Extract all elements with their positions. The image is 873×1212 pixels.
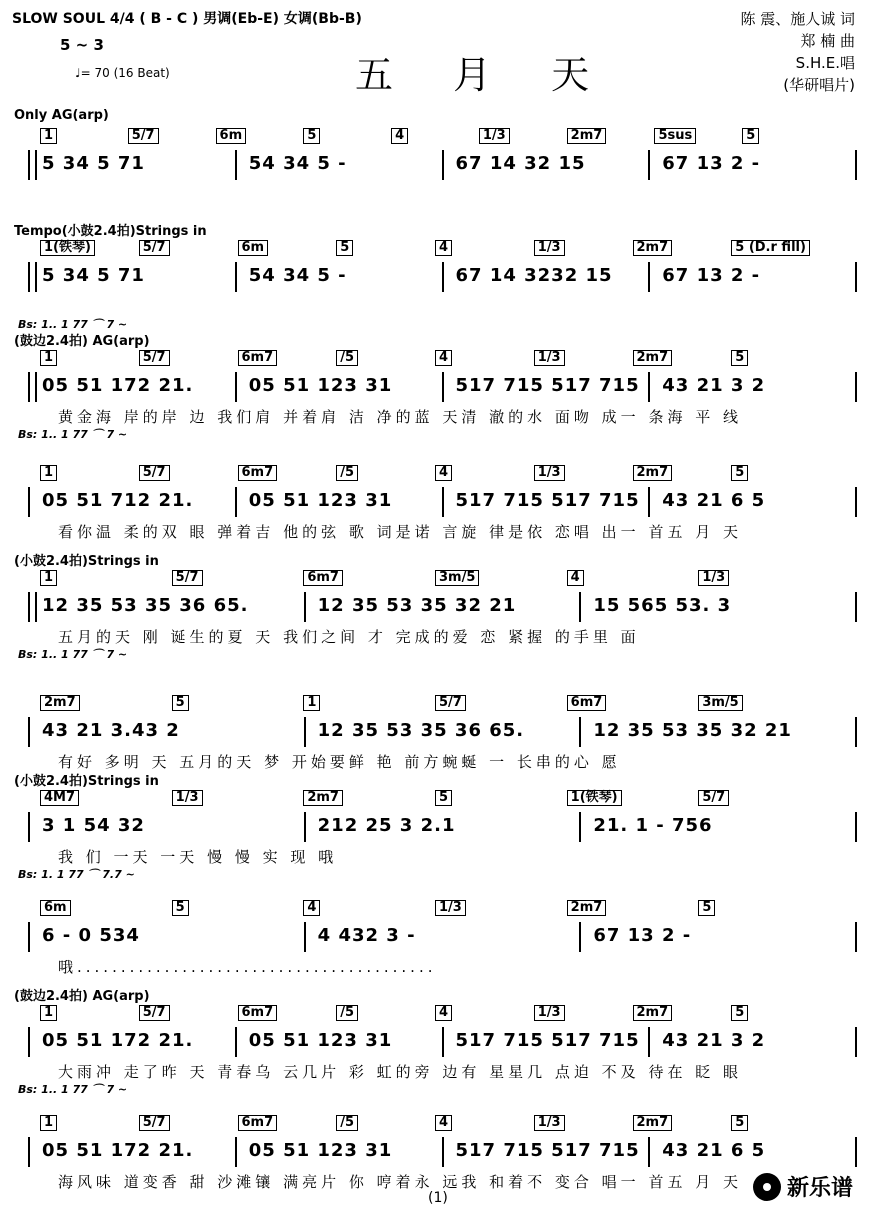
barline [855, 1027, 857, 1057]
barline [235, 150, 237, 180]
score-system [0, 770, 873, 880]
chord-symbol: 5/7 [172, 570, 203, 586]
barline [28, 922, 30, 952]
chord-symbol: 6m7 [303, 570, 343, 586]
chord-symbol: 5 [172, 695, 189, 711]
bass-line: Bs: 1.. 1 77 ⌒ 7 ~ [18, 428, 128, 441]
measure-notes: 5 34 5 71 [42, 153, 145, 174]
chord-symbol: /5 [336, 1115, 358, 1131]
measure-notes: 6 - 0 534 [42, 925, 140, 946]
notation-staff [28, 922, 855, 958]
chord-symbol: 6m7 [567, 695, 607, 711]
chord-symbol: 5/7 [128, 128, 159, 144]
barline [28, 150, 37, 180]
song-title: 五 月 天 [355, 53, 614, 97]
barline [28, 717, 30, 747]
chord-symbol: 2m7 [633, 465, 673, 481]
barline [648, 487, 650, 517]
notation-staff [28, 262, 855, 298]
barline [648, 1137, 650, 1167]
measure-notes: 67 14 32 15 [455, 153, 586, 174]
bass-line: Bs: 1. 1 77 ⌒ 7.7 ~ [18, 868, 135, 881]
chord-symbol: 5 [742, 128, 759, 144]
section-label: Tempo(小鼓2.4拍)Strings in [14, 224, 207, 239]
notation-staff [28, 1137, 855, 1173]
measure-notes: 5 34 5 71 [42, 265, 145, 286]
measure-notes: 05 51 123 31 [248, 375, 393, 396]
chord-symbol: 1/3 [698, 570, 729, 586]
barline [855, 487, 857, 517]
measure-notes: 05 51 123 31 [248, 1030, 393, 1051]
lyric-line: 有好 多明 天 五月的天 梦 开始要鲜 艳 前方蜿蜒 一 长串的心 愿 [58, 753, 621, 771]
measure-notes: 12 35 53 35 36 65. [42, 595, 249, 616]
barline [28, 487, 30, 517]
barline [855, 150, 857, 180]
barline [235, 372, 237, 402]
chord-symbol: 5 [731, 350, 748, 366]
measure-notes: 517 715 517 715 [455, 1140, 640, 1161]
measure-notes: 517 715 517 715 [455, 490, 640, 511]
chord-symbol: 5/7 [139, 465, 170, 481]
chord-symbol: 1 [40, 465, 57, 481]
measure-notes: 12 35 53 35 36 65. [317, 720, 525, 741]
section-label: (小鼓2.4拍)Strings in [14, 554, 159, 569]
barline [28, 262, 37, 292]
chord-symbol: 1/3 [534, 1005, 565, 1021]
measure-notes: 15 565 53. 3 [593, 595, 732, 616]
barline [855, 262, 857, 292]
bass-line: Bs: 1.. 1 77 ⌒ 7 ~ [18, 648, 128, 661]
score-system [0, 675, 873, 785]
measure-notes: 12 35 53 35 32 21 [593, 720, 792, 741]
label-credit: (华研唱片) [783, 76, 855, 94]
chord-symbol: 4 [303, 900, 320, 916]
chord-symbol: 5sus [654, 128, 696, 144]
barline [442, 487, 444, 517]
chord-symbol: 5/7 [698, 790, 729, 806]
barline [579, 922, 581, 952]
chord-symbol: 4 [435, 1115, 452, 1131]
barline [28, 1137, 30, 1167]
chord-symbol: 1(铁琴) [567, 790, 622, 806]
barline [28, 592, 37, 622]
barline [579, 592, 581, 622]
barline [235, 487, 237, 517]
notation-staff [28, 372, 855, 408]
measure-notes: 21. 1 - 756 [593, 815, 713, 836]
barline [304, 592, 306, 622]
chord-symbol: 1 [303, 695, 320, 711]
measure-notes: 05 51 172 21. [42, 1030, 194, 1051]
barline [304, 922, 306, 952]
measure-notes: 05 51 172 21. [42, 1140, 194, 1161]
chord-symbol: 3m/5 [435, 570, 479, 586]
measure-notes: 05 51 172 21. [42, 375, 194, 396]
chord-symbol: 6m7 [238, 465, 278, 481]
score-system [0, 880, 873, 990]
chord-symbol: 6m [238, 240, 269, 256]
measure-notes: 05 51 123 31 [248, 490, 393, 511]
section-label: Only AG(arp) [14, 108, 109, 123]
chord-symbol: 4 [567, 570, 584, 586]
barline [304, 717, 306, 747]
barline [235, 1137, 237, 1167]
measure-notes: 12 35 53 35 32 21 [317, 595, 517, 616]
lyric-line: 大雨冲 走了昨 天 青春乌 云几片 彩 虹的旁 边有 星星几 点迫 不及 待在 眨 眼 [58, 1063, 742, 1081]
chord-symbol: 4 [435, 465, 452, 481]
chord-symbol: 1/3 [534, 350, 565, 366]
barline [28, 372, 37, 402]
chord-symbol: 2m7 [633, 350, 673, 366]
measure-notes: 05 51 123 31 [248, 1140, 393, 1161]
lyric-line: 五月的天 刚 诞生的夏 天 我们之间 才 完成的爱 恋 紧握 的手里 面 [58, 628, 640, 646]
measure-notes: 67 13 2 - [662, 153, 761, 174]
barline [855, 1137, 857, 1167]
chord-symbol: 5 (D.r fill) [731, 240, 810, 256]
tempo-text: ♩= 70 (16 Beat) [75, 66, 170, 80]
barline [648, 262, 650, 292]
chord-symbol: 6m7 [238, 350, 278, 366]
barline [648, 1027, 650, 1057]
barline [442, 1027, 444, 1057]
chord-symbol: 5 [172, 900, 189, 916]
barline [442, 372, 444, 402]
chord-symbol: 3m/5 [698, 695, 742, 711]
notation-staff [28, 487, 855, 523]
barline [855, 922, 857, 952]
disc-icon [753, 1173, 781, 1201]
chord-symbol: 4M7 [40, 790, 79, 806]
barline [855, 372, 857, 402]
barline [442, 150, 444, 180]
barline [648, 372, 650, 402]
chord-symbol: 2m7 [633, 240, 673, 256]
bass-line: Bs: 1.. 1 77 ⌒ 7 ~ [18, 318, 128, 331]
measure-notes: 43 21 6 5 [662, 1140, 766, 1161]
chord-symbol: 5/7 [139, 1005, 170, 1021]
measure-notes: 3 1 54 32 [42, 815, 145, 836]
chord-symbol: 4 [435, 350, 452, 366]
chord-symbol: 1/3 [534, 1115, 565, 1131]
singer-credit: S.H.E.唱 [795, 54, 855, 72]
barline [235, 262, 237, 292]
chord-symbol: 5/7 [139, 240, 170, 256]
chord-symbol: 6m7 [238, 1115, 278, 1131]
page-number: (1) [428, 1190, 448, 1206]
score-system [0, 108, 873, 218]
chord-symbol: 1/3 [172, 790, 203, 806]
composer-credit: 郑 楠 曲 [800, 32, 855, 50]
chord-symbol: 2m7 [633, 1005, 673, 1021]
notation-staff [28, 150, 855, 186]
chord-symbol: 4 [435, 1005, 452, 1021]
measure-notes: 517 715 517 715 [455, 375, 640, 396]
chord-symbol: 1/3 [534, 465, 565, 481]
measure-notes: 05 51 712 21. [42, 490, 194, 511]
chord-symbol: 5 [303, 128, 320, 144]
score-system [0, 985, 873, 1095]
chord-symbol: 1/3 [534, 240, 565, 256]
score-system [0, 1095, 873, 1205]
barline [855, 812, 857, 842]
score-system [0, 445, 873, 555]
measure-notes: 54 34 5 - [248, 153, 347, 174]
chord-symbol: 5/7 [139, 350, 170, 366]
barline [304, 812, 306, 842]
chord-symbol: 5/7 [139, 1115, 170, 1131]
chord-symbol: 4 [391, 128, 408, 144]
score-system [0, 330, 873, 440]
chord-symbol: 2m7 [633, 1115, 673, 1131]
lyric-line: 黄金海 岸的岸 边 我们肩 并着肩 洁 净的蓝 天清 澈的水 面吻 成一 条海 平 线 [58, 408, 742, 426]
range-text: 5 ~ 3 [60, 36, 104, 54]
chord-symbol: 1 [40, 128, 57, 144]
measure-notes: 67 13 2 - [662, 265, 761, 286]
barline [648, 150, 650, 180]
barline [28, 812, 30, 842]
measure-notes: 67 13 2 - [593, 925, 692, 946]
chord-symbol: /5 [336, 350, 358, 366]
chord-symbol: 6m [40, 900, 71, 916]
chord-symbol: 2m7 [567, 128, 607, 144]
barline [442, 262, 444, 292]
measure-notes: 517 715 517 715 [455, 1030, 640, 1051]
chord-symbol: 1(铁琴) [40, 240, 95, 256]
barline [579, 717, 581, 747]
lyricist-credit: 陈 震、施人诚 词 [740, 10, 855, 28]
lyric-line: 我 们 一天 一天 慢 慢 实 现 哦 [58, 848, 338, 866]
measure-notes: 67 14 3232 15 [455, 265, 613, 286]
watermark-logo [753, 1171, 853, 1202]
chord-symbol: 4 [435, 240, 452, 256]
notation-staff [28, 717, 855, 753]
chord-symbol: /5 [336, 465, 358, 481]
barline [442, 1137, 444, 1167]
chord-symbol: 1/3 [479, 128, 510, 144]
chord-symbol: 5 [698, 900, 715, 916]
barline [28, 1027, 30, 1057]
measure-notes: 43 21 3.43 2 [42, 720, 180, 741]
chord-symbol: 5 [435, 790, 452, 806]
barline [855, 717, 857, 747]
measure-notes: 43 21 3 2 [662, 1030, 766, 1051]
chord-symbol: 2m7 [40, 695, 80, 711]
chord-symbol: 1 [40, 1005, 57, 1021]
chord-symbol: 5/7 [435, 695, 466, 711]
chord-symbol: 2m7 [303, 790, 343, 806]
style-line: SLOW SOUL 4/4 ( B - C ) 男调(Eb-E) 女调(Bb-B) [12, 11, 362, 27]
measure-notes: 43 21 6 5 [662, 490, 766, 511]
measure-notes: 54 34 5 - [248, 265, 347, 286]
score-system [0, 550, 873, 660]
chord-symbol: 2m7 [567, 900, 607, 916]
chord-symbol: /5 [336, 1005, 358, 1021]
notation-staff [28, 592, 855, 628]
lyric-line: 海风味 道变香 甜 沙滩镶 满亮片 你 哼着永 远我 和着不 变合 唱一 首五 月 天 [58, 1173, 742, 1191]
chord-symbol: 6m [216, 128, 247, 144]
notation-staff [28, 1027, 855, 1063]
chord-symbol: 5 [731, 1115, 748, 1131]
chord-symbol: 1 [40, 350, 57, 366]
chord-symbol: 1/3 [435, 900, 466, 916]
measure-notes: 43 21 3 2 [662, 375, 766, 396]
section-label: (鼓边2.4拍) AG(arp) [14, 334, 150, 349]
chord-symbol: 1 [40, 570, 57, 586]
chord-symbol: 5 [336, 240, 353, 256]
section-label: (鼓边2.4拍) AG(arp) [14, 989, 150, 1004]
bass-line: Bs: 1.. 1 77 ⌒ 7 ~ [18, 1083, 128, 1096]
section-label: (小鼓2.4拍)Strings in [14, 774, 159, 789]
measure-notes: 4 432 3 - [317, 925, 416, 946]
barline [579, 812, 581, 842]
barline [235, 1027, 237, 1057]
chord-symbol: 1 [40, 1115, 57, 1131]
score-system [0, 220, 873, 330]
lyric-line: 哦......................................... [58, 958, 437, 976]
notation-staff [28, 812, 855, 848]
barline [855, 592, 857, 622]
chord-symbol: 6m7 [238, 1005, 278, 1021]
chord-symbol: 5 [731, 1005, 748, 1021]
watermark-text: 新乐谱 [786, 1176, 853, 1201]
measure-notes: 212 25 3 2.1 [317, 815, 456, 836]
lyric-line: 看你温 柔的双 眼 弹着吉 他的弦 歌 词是诺 言旋 律是依 恋唱 出一 首五 月 天 [58, 523, 742, 541]
chord-symbol: 5 [731, 465, 748, 481]
